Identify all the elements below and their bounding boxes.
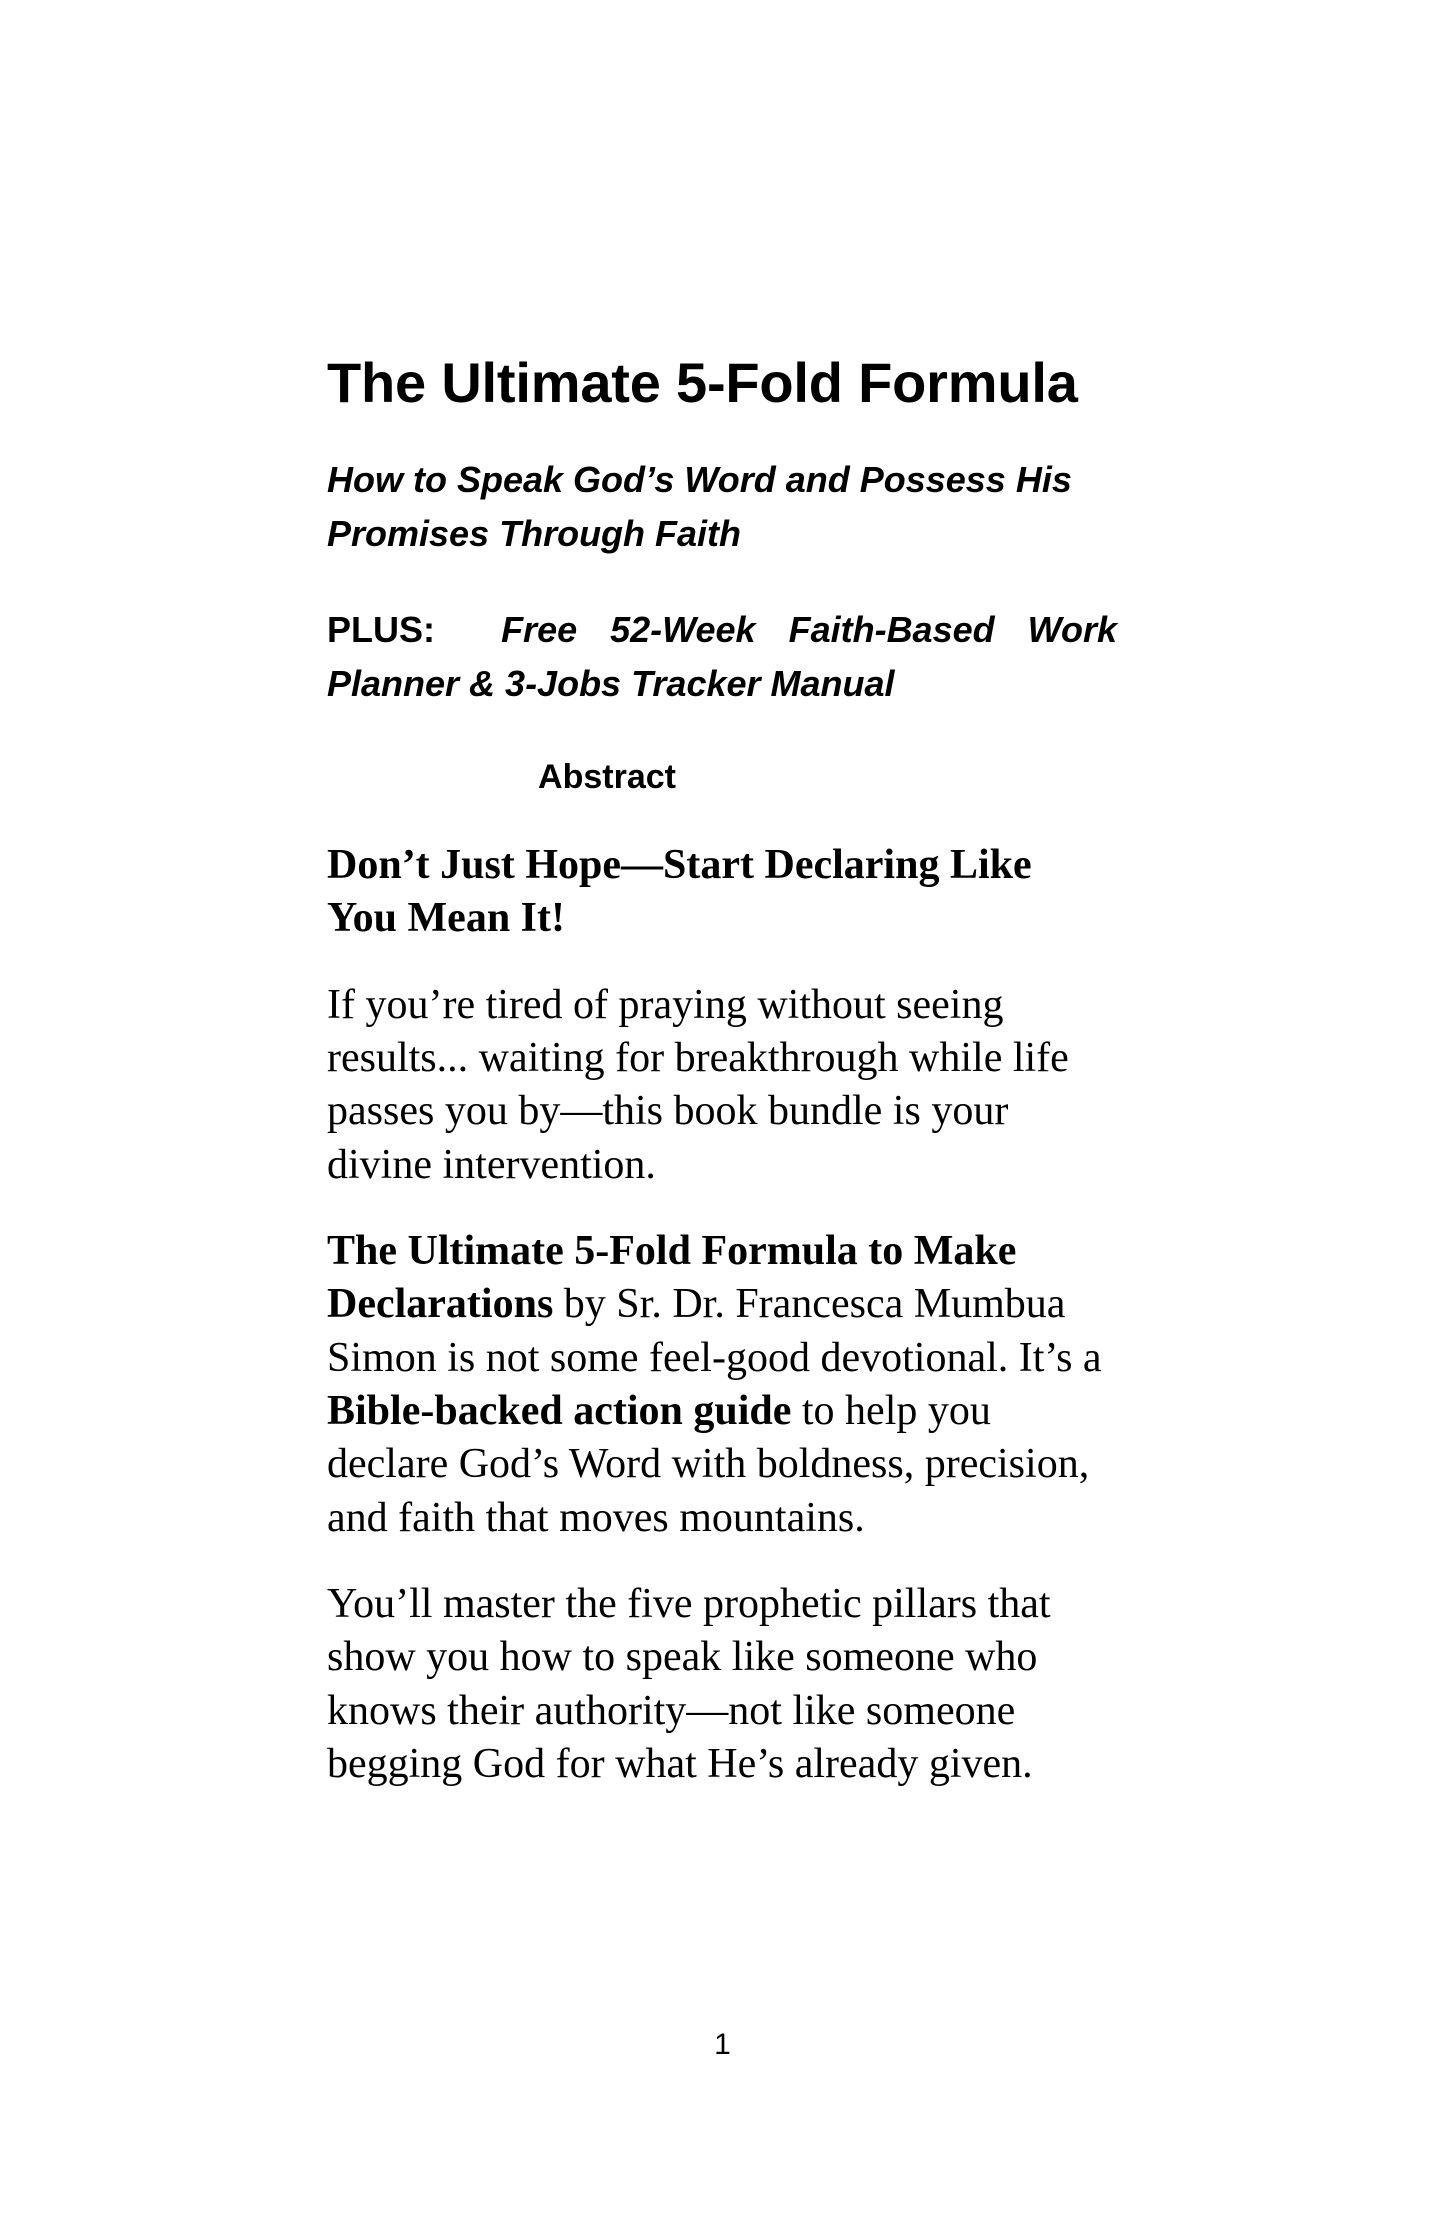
- paragraph-2-text-1: by Sr. Dr. Francesca Mumbua Simon is not some feel-good devotional. It’s a: [327, 1281, 1102, 1381]
- paragraph-2-text-2: to help you declare God’s Word with boldness, precision, and faith that moves mountains.: [327, 1387, 1090, 1541]
- abstract-paragraph-1: If you’re tired of praying without seeing results... waiting for breakthrough while life passes you by—this book bundle is your divine intervention.: [327, 981, 1069, 1188]
- page-title: The Ultimate 5-Fold Formula: [327, 351, 1078, 414]
- paragraph-2-bold-phrase: Bible-backed action guide: [327, 1387, 792, 1434]
- abstract-paragraph-2: [327, 1225, 1117, 1545]
- bonus-offer-label: PLUS:: [327, 608, 435, 650]
- bonus-offer-text: Free 52-Week Faith-Based Work Planner & 3-Jobs Tracker Manual: [327, 608, 1117, 704]
- page-content: [327, 352, 1122, 1791]
- page-number: 1: [714, 2028, 731, 2061]
- abstract-body-heading: Don’t Just Hope—Start Declaring Like You Mean It!: [327, 841, 1032, 942]
- abstract-paragraph-3: You’ll master the five prophetic pillars that show you how to speak like someone who knows their authority—not like someone begging God for what He’s already given.: [327, 1580, 1051, 1787]
- document-subtitle: How to Speak God’s Word and Possess His Promises Through Faith: [327, 458, 1072, 554]
- paragraph-2-bold-title: The Ultimate 5-Fold Formula to Make Declarations: [327, 1227, 1017, 1328]
- abstract-heading: Abstract: [538, 757, 676, 796]
- bonus-offer-line: [327, 603, 1117, 711]
